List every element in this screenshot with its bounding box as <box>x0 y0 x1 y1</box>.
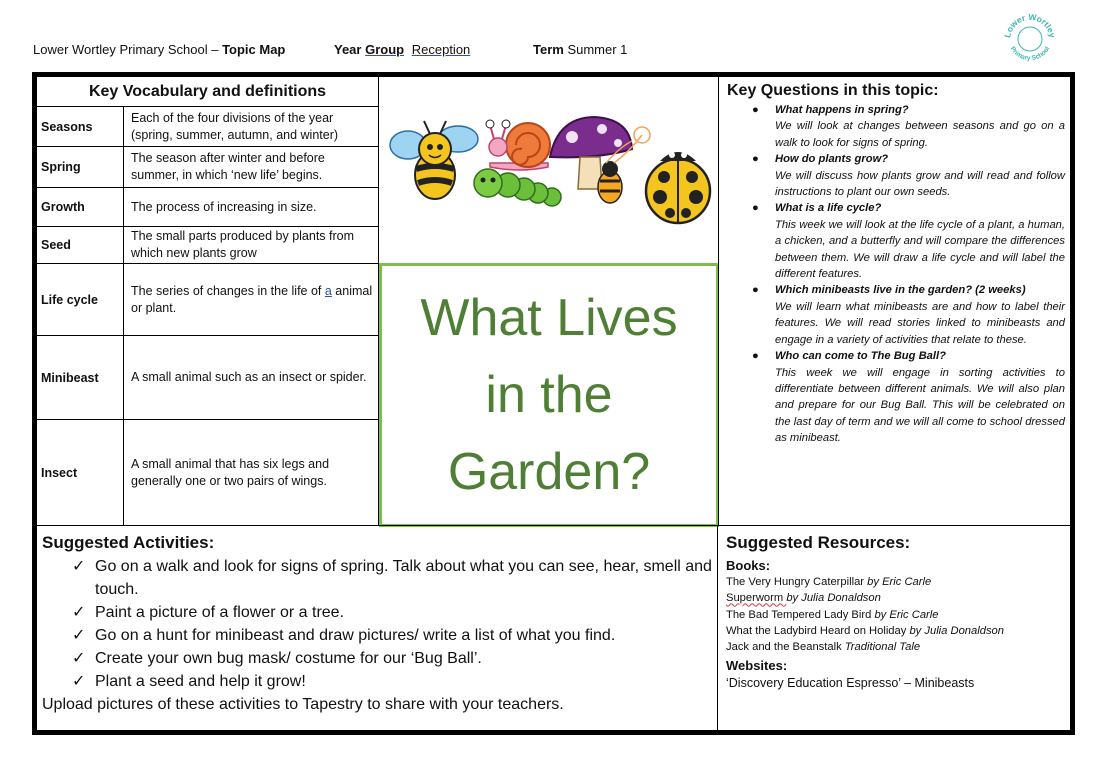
activity-text: Paint a picture of a flower or a tree. <box>95 604 345 621</box>
question-text: What is a life cycle? <box>775 202 882 215</box>
check-icon: ✓ <box>72 558 86 575</box>
suggested-activities-panel <box>37 525 718 730</box>
vocab-row <box>37 336 379 420</box>
topic-map-label: Topic Map <box>222 42 286 57</box>
vocab-row <box>37 264 379 336</box>
vocab-definition: The season after winter and before summer, in which ‘new life’ begins. <box>131 151 325 182</box>
vocab-term: Spring <box>37 147 124 187</box>
vocab-definition: The small parts produced by plants from which new plants grow <box>131 229 355 260</box>
activity-item <box>72 670 717 693</box>
school-heading <box>33 42 285 57</box>
book-author: by Julia Donaldson <box>909 624 1004 637</box>
vocabulary-title: Key Vocabulary and definitions <box>37 77 378 107</box>
vocab-definition: Each of the four divisions of the year (spring, summer, autumn, and winter) <box>131 110 339 142</box>
vocab-row <box>37 420 379 525</box>
topic-map-frame <box>32 72 1075 735</box>
activity-text: Go on a walk and look for signs of spring. Talk about what you can see, hear, smell and touch. <box>95 558 712 598</box>
activities-note: Upload pictures of these activities to Tapestry to share with your teachers. <box>42 696 564 713</box>
vocab-definition: The process of increasing in size. <box>131 199 317 214</box>
vocab-term: Insect <box>37 420 124 525</box>
book-item <box>726 590 1071 606</box>
question-item <box>752 151 1065 200</box>
term-heading <box>533 42 627 57</box>
book-author: by Julia Donaldson <box>786 592 881 605</box>
book-author: Traditional Tale <box>844 641 921 654</box>
check-icon: ✓ <box>72 604 86 621</box>
logo-text-top: Lower Wortley <box>1002 11 1058 39</box>
activity-text: Go on a hunt for minibeast and draw pictures/ write a list of what you find. <box>95 627 616 644</box>
logo-text-bottom: Primary School <box>1008 45 1052 63</box>
book-author: by Eric Carle <box>874 608 939 621</box>
ladybird-icon <box>646 152 710 223</box>
bee-icon <box>390 121 478 199</box>
vocab-term: Growth <box>37 188 124 226</box>
group-label: Group <box>365 42 405 57</box>
book-title: The Very Hungry Caterpillar <box>726 576 868 588</box>
question-answer: We will look at changes between seasons and go on a walk to look for signs of spring. <box>775 120 1065 149</box>
snail-icon <box>486 120 550 170</box>
vocab-row <box>37 227 379 264</box>
check-icon: ✓ <box>72 650 86 667</box>
school-name: Lower Wortley Primary School – <box>33 42 219 57</box>
vocab-term: Minibeast <box>37 336 124 419</box>
key-questions-panel <box>718 77 1071 525</box>
minibeasts-illustration <box>380 77 718 263</box>
question-item <box>752 348 1065 446</box>
activity-item <box>72 647 717 670</box>
definition-text: animal or plant. <box>131 283 373 315</box>
activities-list <box>72 555 717 693</box>
bullet-icon: ● <box>752 153 759 166</box>
activities-title: Suggested Activities: <box>42 533 215 552</box>
activity-item <box>72 624 717 647</box>
question-text: What happens in spring? <box>775 104 909 116</box>
year-group-heading <box>334 42 470 57</box>
suggested-resources-panel <box>718 525 1071 730</box>
question-answer: This week we will look at the life cycle of a plant, a human, a chicken, and a butterfly and will compare the differences between them. We will draw a life cycle and will label the different features. <box>775 218 1065 281</box>
topic-title-box <box>379 263 719 527</box>
book-title: What the Ladybird Heard on Holiday <box>726 624 910 637</box>
question-answer: We will discuss how plants grow and will read and follow instructions to plant our own seeds. <box>775 169 1065 199</box>
vocab-definition: A small animal that has six legs and generally one or two pairs of wings. <box>131 456 330 488</box>
websites-heading: Websites: <box>726 658 788 674</box>
book-author: by Eric Carle <box>867 576 932 588</box>
vocab-term: Life cycle <box>37 264 124 335</box>
book-title: Jack and the Beanstalk <box>726 641 845 654</box>
books-heading: Books: <box>726 558 771 573</box>
question-answer: This week we will engage in sorting activities to differentiate between different animals. We will also plan and prepare for our Bug Ball. This will be celebrated on the last day of term and we will all come to school dressed as minibeast. <box>775 366 1065 445</box>
year-label: Year <box>334 42 362 57</box>
book-item <box>726 574 1071 590</box>
question-answer: We will learn what minibeasts are and how to label their features. We will read stories linked to minibeasts and engage in a variety of activities that relate to these. <box>775 300 1065 346</box>
key-questions-title: Key Questions in this topic: <box>727 82 939 99</box>
book-title: Superworm <box>726 592 787 605</box>
vocab-term: Seasons <box>37 107 124 146</box>
vocab-row <box>37 188 379 227</box>
bullet-icon: ● <box>752 284 759 297</box>
question-text: Which minibeasts live in the garden? (2 weeks) <box>775 284 1026 297</box>
vocab-row <box>37 147 379 188</box>
school-logo <box>1000 8 1060 68</box>
check-icon: ✓ <box>72 627 86 644</box>
question-item <box>752 102 1065 151</box>
question-text: How do plants grow? <box>775 153 889 166</box>
question-item <box>752 282 1065 348</box>
book-item <box>726 639 1071 655</box>
term-value: Summer 1 <box>567 42 628 57</box>
topic-title: What Lives in the Garden? <box>420 288 678 501</box>
book-item <box>726 607 1071 623</box>
check-icon: ✓ <box>72 673 86 690</box>
activity-item <box>72 555 717 601</box>
question-item <box>752 200 1065 282</box>
group-value: Reception <box>411 42 471 57</box>
vocab-definition <box>124 264 379 335</box>
bullet-icon: ● <box>752 350 759 363</box>
term-label: Term <box>533 42 564 57</box>
vocab-row <box>37 107 379 147</box>
caterpillar-icon <box>474 169 561 206</box>
resources-title: Suggested Resources: <box>726 533 911 552</box>
vocab-definition: A small animal such as an insect or spider. <box>131 370 367 384</box>
definition-text: The series of changes in the life of <box>131 283 325 298</box>
website-item: ‘Discovery Education Espresso’ – Minibeasts <box>726 676 975 691</box>
svg-text:Primary School <box>1009 45 1052 62</box>
activity-text: Plant a seed and help it grow! <box>95 673 306 690</box>
vocab-term: Seed <box>37 227 124 263</box>
book-item <box>726 623 1071 639</box>
bullet-icon: ● <box>752 202 759 215</box>
book-title: The Bad Tempered Lady Bird <box>726 608 875 621</box>
bullet-icon: ● <box>752 104 759 116</box>
definition-link: a <box>324 283 332 298</box>
activity-item <box>72 601 717 624</box>
key-questions-list <box>752 102 1065 447</box>
svg-text:Lower Wortley <box>1002 12 1058 39</box>
activity-text: Create your own bug mask/ costume for our ‘Bug Ball’. <box>95 650 482 667</box>
vocabulary-table <box>37 77 379 525</box>
question-text: Who can come to The Bug Ball? <box>775 350 946 363</box>
